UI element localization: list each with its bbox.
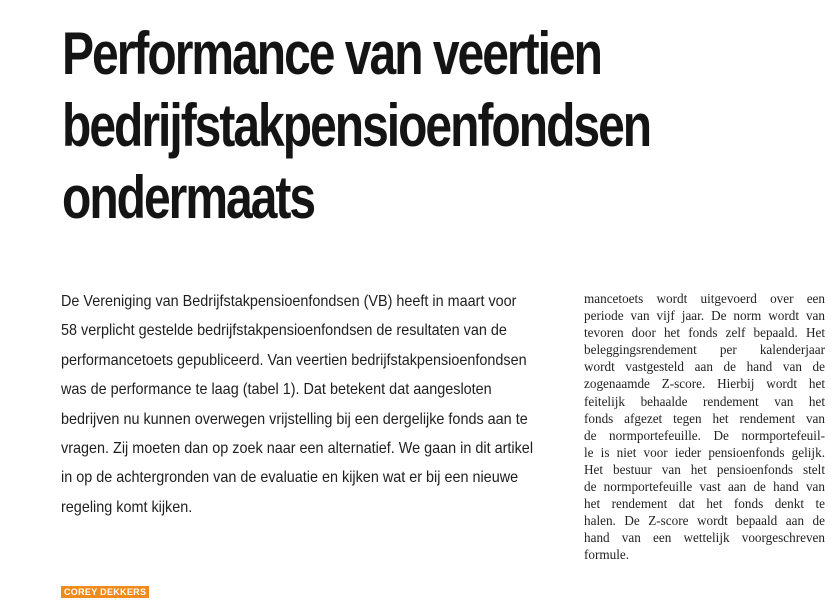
intro-line: De Vereniging van Bedrijfstakpensioenfondsen (VB) heeft in maart voor — [61, 293, 517, 310]
intro-line: performancetoets gepubliceerd. Van veertien bedrijfstakpensioenfondsen — [61, 351, 527, 369]
body-line: zogenaamde Z-score. Hierbij wordt het — [584, 376, 825, 392]
author-badge: COREY DEKKERS — [61, 586, 149, 598]
intro-line: was de performance te laag (tabel 1). Dat betekent dat aangesloten — [61, 381, 492, 399]
body-line: de normportefeuille vast aan de hand van — [584, 479, 825, 495]
body-line: mancetoets wordt uitgevoerd over een — [584, 291, 825, 306]
intro-line: bedrijven nu kunnen overwegen vrijstelling bij een dergelijke fonds aan te — [61, 410, 528, 428]
intro-line: vragen. Zij moeten dan op zoek naar een alternatief. We gaan in dit artikel — [61, 440, 534, 458]
title-line: ondermaats — [62, 164, 315, 231]
article-intro — [61, 287, 556, 522]
body-line: le is niet voor ieder pensioenfonds gelijk. — [584, 444, 825, 460]
body-line: periode van vijf jaar. De norm wordt van — [584, 308, 825, 324]
body-line: beleggingsrendement per kalenderjaar — [584, 342, 825, 358]
article-title — [62, 18, 678, 234]
body-line: Het bestuur van het pensioenfonds stelt — [584, 461, 825, 477]
title-line: Performance van veertien — [62, 20, 601, 87]
intro-line: in op de achtergronden van de evaluatie en kijken wat er bij een nieuwe — [61, 469, 519, 487]
body-line: het rendement dat het fonds denkt te — [584, 496, 825, 512]
intro-line: 58 verplicht gestelde bedrijfstakpensioenfondsen de resultaten van de — [61, 322, 507, 340]
body-line: de normportefeuille. De normportefeuil- — [584, 427, 825, 443]
body-line: formule. — [584, 547, 630, 563]
intro-line: regeling komt kijken. — [61, 498, 193, 516]
body-line: tevoren door het fonds zelf bepaald. Het — [584, 325, 825, 341]
body-line: wordt vastgesteld aan de hand van de — [584, 359, 825, 375]
title-line: bedrijfstakpensioenfondsen — [62, 92, 651, 159]
body-column — [584, 290, 825, 564]
body-line: halen. De Z-score wordt bepaald aan de — [584, 513, 825, 529]
body-line: fonds afgezet tegen het rendement van — [584, 410, 825, 426]
body-line: hand van een wettelijk voorgeschreven — [584, 530, 825, 546]
body-line: feitelijk behaalde rendement van het — [584, 393, 825, 409]
